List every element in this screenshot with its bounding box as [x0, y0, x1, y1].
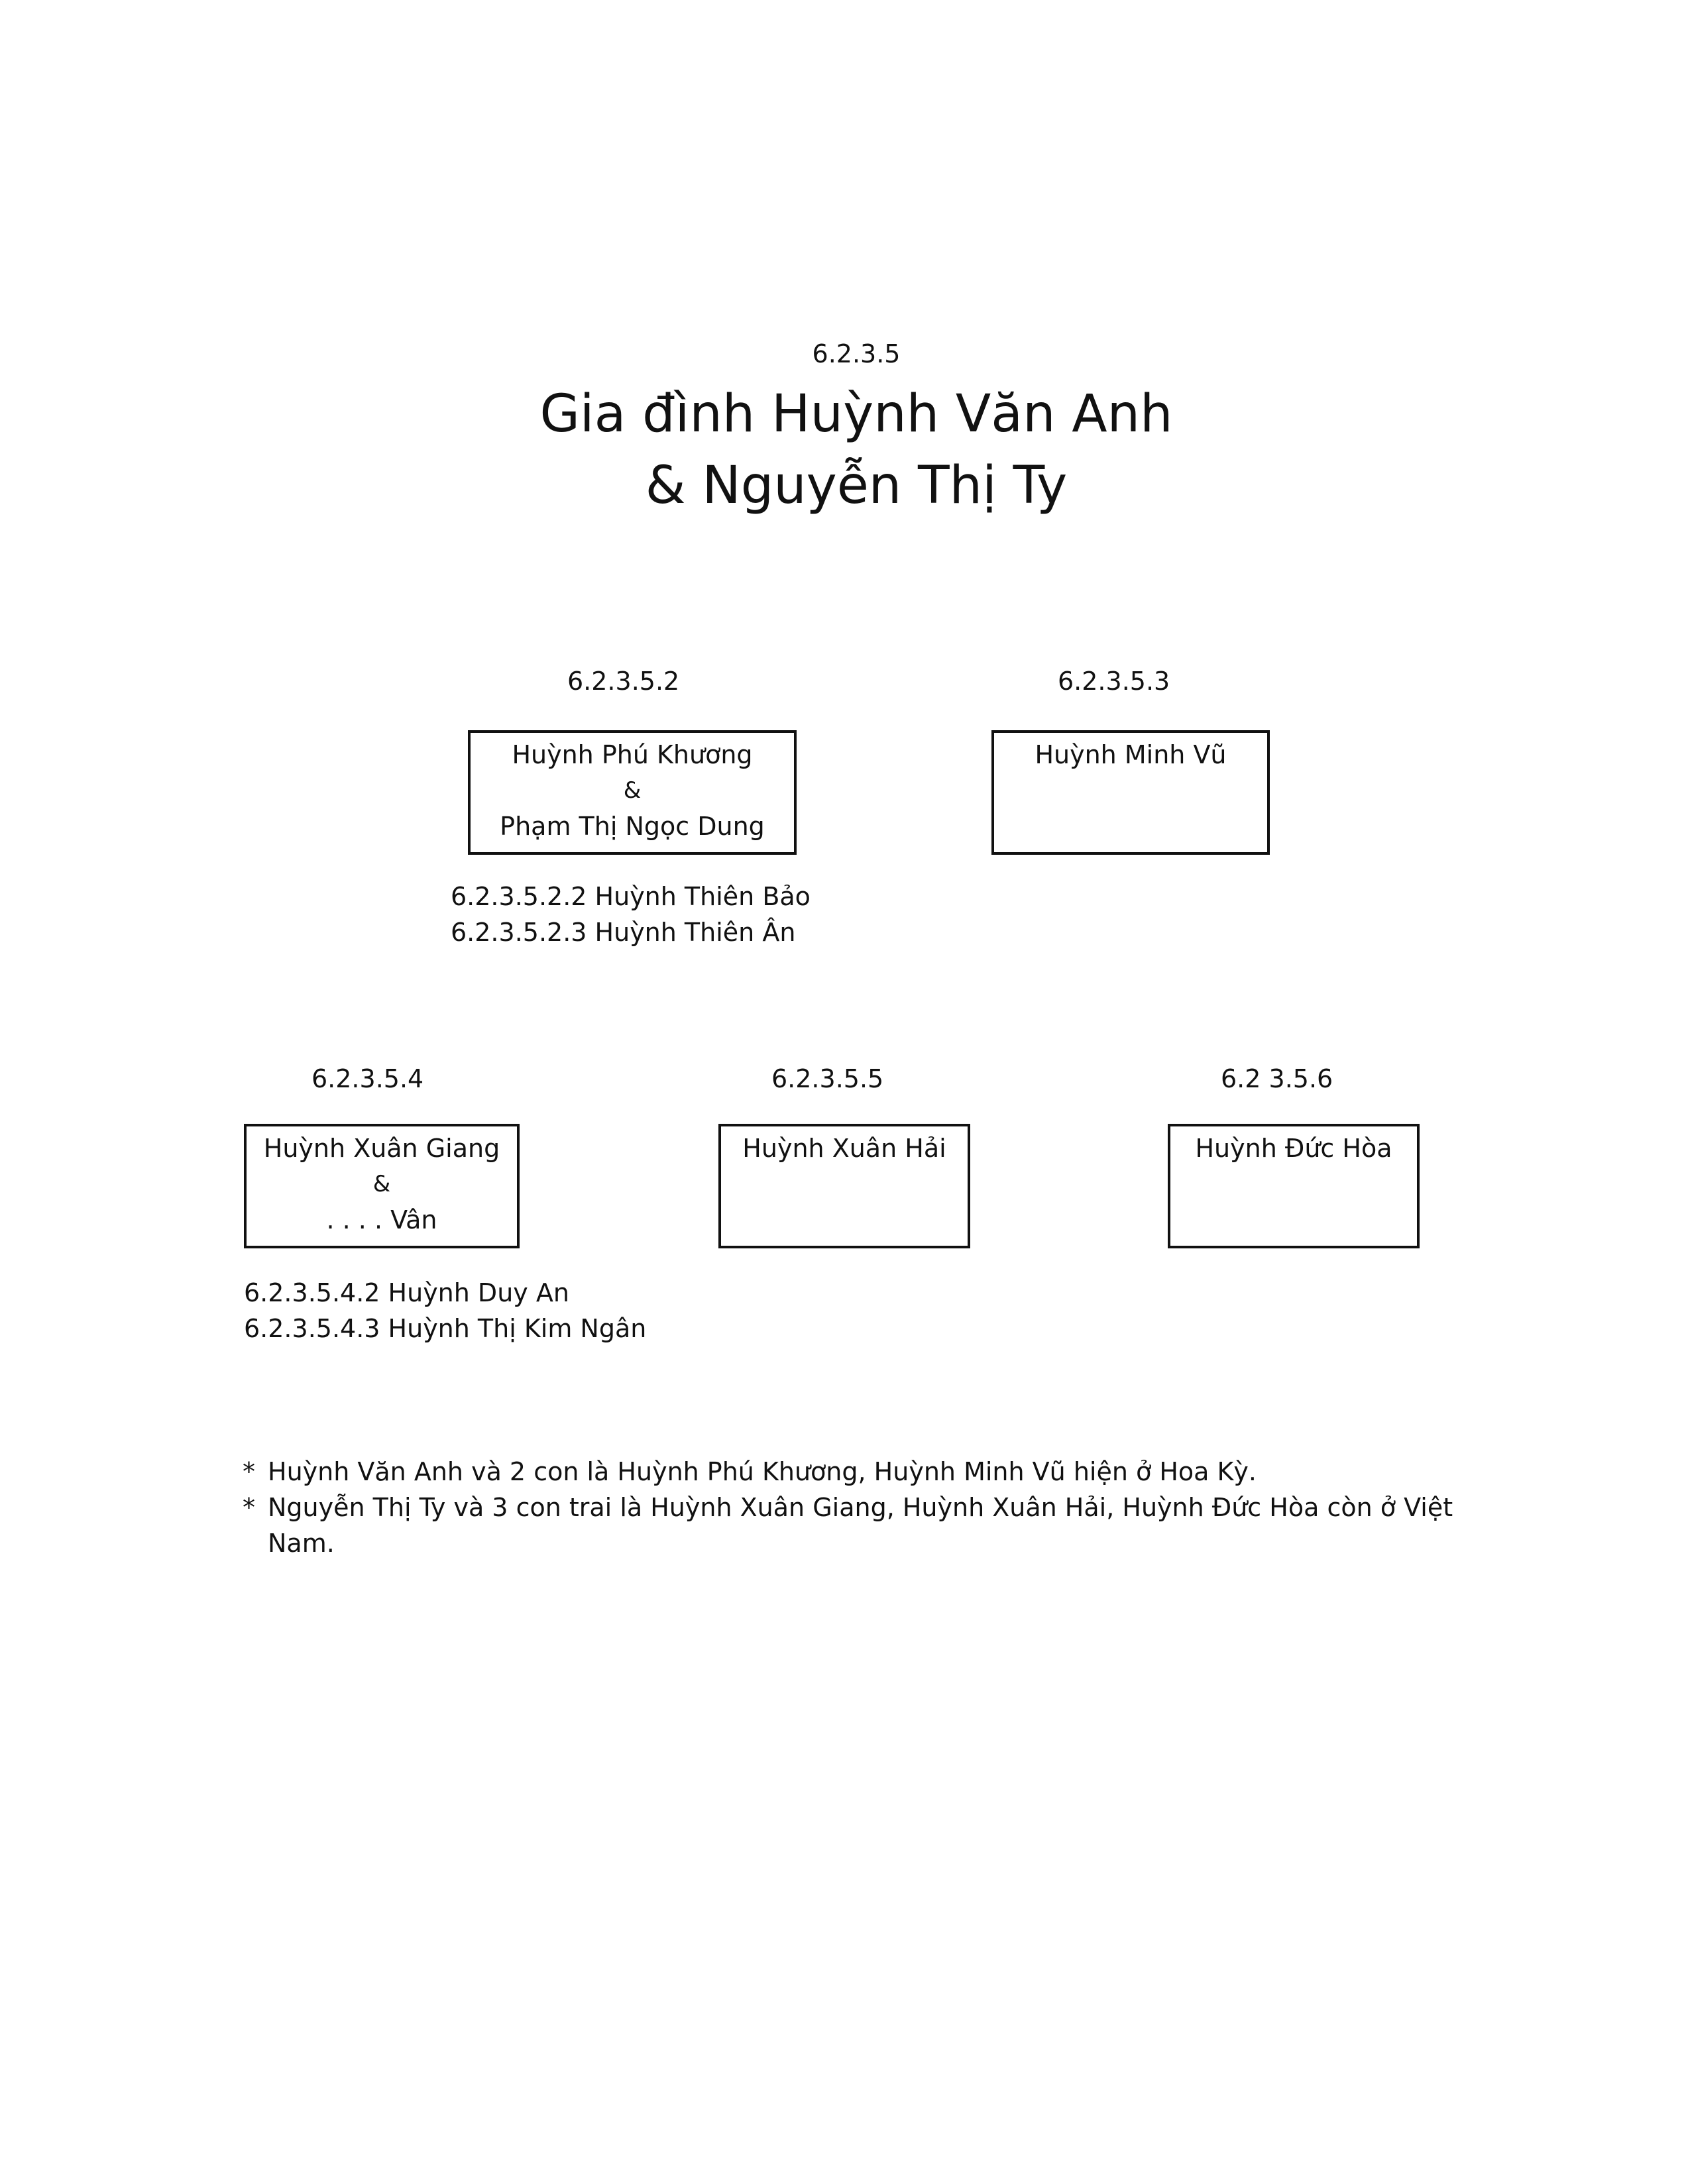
- family-box-vu: [991, 730, 1270, 855]
- children-list-khuong: [451, 879, 811, 950]
- family-code-giang: 6.2.3.5.4: [311, 1064, 424, 1093]
- section-code: 6.2.3.5: [812, 339, 901, 368]
- ampersand: &: [372, 1171, 391, 1197]
- family-code-vu: 6.2.3.5.3: [1058, 667, 1170, 696]
- note-2: [243, 1490, 1475, 1525]
- note-1: [243, 1454, 1475, 1490]
- note-text: Nguyễn Thị Ty và 3 con trai là Huỳnh Xuân Giang, Huỳnh Xuân Hải, Huỳnh Đức Hòa còn ở Việt: [268, 1493, 1453, 1522]
- child-entry: 6.2.3.5.4.3 Huỳnh Thị Kim Ngân: [244, 1314, 647, 1343]
- bullet-star: *: [243, 1457, 255, 1486]
- children-list-giang: [244, 1275, 646, 1346]
- person-name: Huỳnh Phú Khương: [512, 740, 753, 769]
- family-box-hoa: [1168, 1124, 1420, 1248]
- note-2-continuation: Nam.: [268, 1529, 335, 1558]
- family-code-hoa: 6.2 3.5.6: [1221, 1064, 1333, 1093]
- notes: [243, 1454, 1475, 1561]
- family-code-khuong: 6.2.3.5.2: [567, 667, 680, 696]
- note-text: Huỳnh Văn Anh và 2 con là Huỳnh Phú Khương, Huỳnh Minh Vũ hiện ở Hoa Kỳ.: [268, 1457, 1257, 1486]
- person-name: Huỳnh Đức Hòa: [1195, 1134, 1392, 1163]
- child-entry: 6.2.3.5.2.2 Huỳnh Thiên Bảo: [451, 882, 811, 911]
- child-entry: 6.2.3.5.2.3 Huỳnh Thiên Ân: [451, 918, 796, 947]
- spouse-name: Phạm Thị Ngọc Dung: [500, 812, 765, 841]
- child-entry: 6.2.3.5.4.2 Huỳnh Duy An: [244, 1278, 569, 1307]
- family-box-giang: [244, 1124, 520, 1248]
- family-box-hai: [718, 1124, 970, 1248]
- person-name: Huỳnh Minh Vũ: [1035, 740, 1227, 769]
- person-name: Huỳnh Xuân Hải: [742, 1134, 946, 1163]
- family-code-hai: 6.2.3.5.5: [771, 1064, 884, 1093]
- bullet-star: *: [243, 1493, 255, 1522]
- page-title-line-2: & Nguyễn Thị Ty: [645, 456, 1068, 516]
- person-name: Huỳnh Xuân Giang: [263, 1134, 500, 1163]
- family-box-khuong: [468, 730, 797, 855]
- page-title-line-1: Gia đình Huỳnh Văn Anh: [539, 384, 1173, 444]
- spouse-name: . . . . Vân: [326, 1205, 437, 1234]
- ampersand: &: [623, 777, 642, 804]
